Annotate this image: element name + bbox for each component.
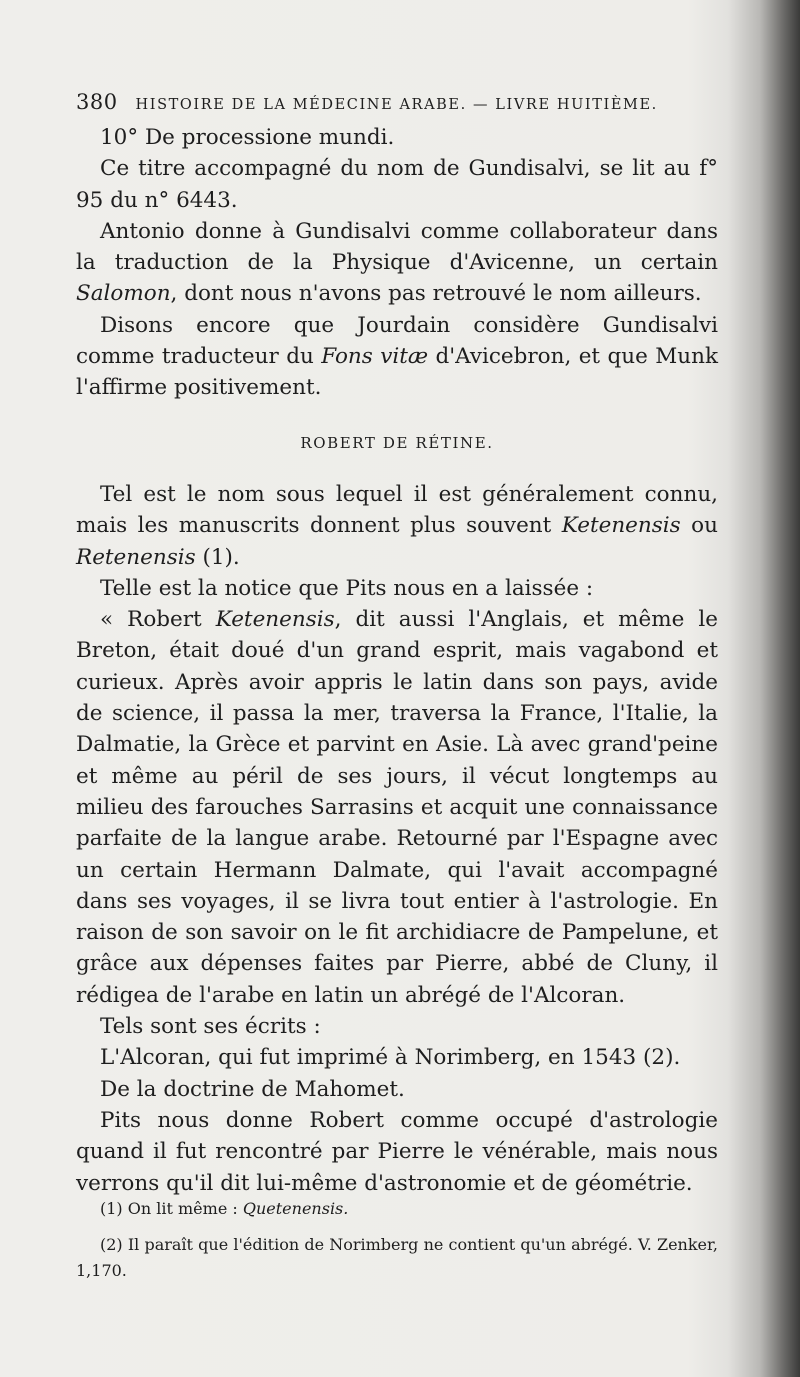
paragraph-5	[76, 479, 718, 573]
paragraph-9: L'Alcoran, qui fut imprimé à Norimberg, en 1543 (2).	[100, 1045, 681, 1071]
footnote-1	[76, 1196, 718, 1222]
paragraph-3-text-c: , dont nous n'avons pas retrouvé le nom ailleurs.	[170, 281, 702, 307]
footnote-1-italic: Quetenensis.	[242, 1199, 349, 1218]
paragraph-5-italic-2: Retenensis	[76, 544, 196, 570]
paragraph-5-italic-1: Ketenensis	[561, 513, 681, 539]
paragraph-3-text-a: Antonio donne à Gundisalvi comme collaborateur dans la traduction de la Physique d'Avicenne, un certain	[76, 218, 718, 276]
running-title: HISTOIRE DE LA MÉDECINE ARABE. — LIVRE HUITIÈME.	[135, 97, 658, 113]
paragraph-1: 10° De processione mundi.	[100, 125, 395, 150]
footnote-1-text: (1) On lit même :	[100, 1199, 243, 1218]
footnotes	[76, 1196, 718, 1284]
paragraph-7-italic: Ketenensis	[215, 607, 335, 633]
paragraph-3	[76, 216, 718, 310]
paragraph-5-text-c: ou	[680, 513, 718, 539]
paragraph-7-quote	[76, 604, 718, 1011]
section-title: ROBERT DE RÉTINE.	[300, 433, 494, 452]
main-text	[76, 122, 718, 1199]
paragraph-3-italic: Salomon	[76, 281, 171, 307]
paragraph-8: Tels sont ses écrits :	[100, 1014, 321, 1040]
running-header	[76, 90, 706, 114]
paragraph-4-text-c: d'Avicebron, et que Munk l'affirme positivement.	[76, 344, 718, 401]
paragraph-5-text-e: (1).	[195, 544, 240, 570]
paragraph-6: Telle est la notice que Pits nous en a laissée :	[100, 575, 594, 601]
page-number: 380	[76, 90, 118, 114]
paragraph-2: Ce titre accompagné du nom de Gundisalvi, se lit au f° 95 du n° 6443.	[76, 156, 718, 213]
paragraph-5-text-a: Tel est le nom sous lequel il est généralement connu, mais les manuscrits donnent plus souvent	[76, 481, 718, 539]
paragraph-10: De la doctrine de Mahomet.	[100, 1076, 405, 1102]
paragraph-4-text-a: Disons encore que Jourdain considère Gundisalvi comme traducteur du	[76, 312, 718, 370]
paragraph-7-text-c: , dit aussi l'Anglais, et même le Breton, était doué d'un grand esprit, mais vagabond et curieux. Après avoir appris le latin dans son pays, avide de science, il passa la mer, traversa la France, l'Italie, la Dalmatie, la Grèce et parvint en Asie. Là avec grand'peine et même au péril de ses jours, il vécut longtemps au milieu des farouches Sarrasins et acquit une connaissance parfaite de la langue arabe. Retourné par l'Espagne avec un certain Hermann Dalmate, qui l'avait accompagné dans ses voyages, il se livra tout entier à l'astrologie. En raison de son savoir on le fit archidiacre de Pampelune, et grâce aux dépenses faites par Pierre, abbé de Cluny, il rédigea de l'arabe en latin un abrégé de l'Alcoran.	[76, 607, 718, 1008]
paragraph-4-italic: Fons vitæ	[321, 344, 429, 370]
paragraph-4	[76, 310, 718, 404]
paragraph-11: Pits nous donne Robert comme occupé d'astrologie quand il fut rencontré par Pierre le vénérable, mais nous verrons qu'il dit lui-même d'astronomie et de géométrie.	[76, 1107, 718, 1196]
paragraph-7-text-a: « Robert	[100, 607, 216, 633]
footnote-2: (2) Il paraît que l'édition de Norimberg ne contient qu'un abrégé. V. Zenker, 1,170.	[76, 1235, 718, 1280]
